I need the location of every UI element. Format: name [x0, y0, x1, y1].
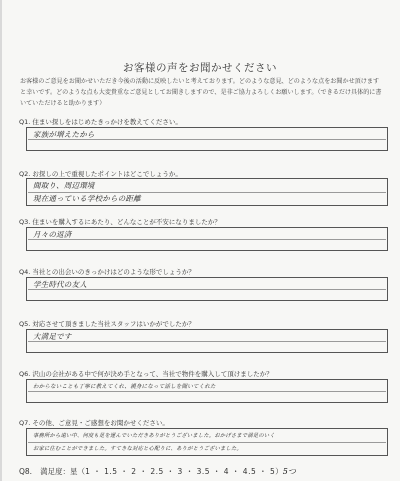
- answer-line: [28, 391, 386, 392]
- question-3-label: Q3. 住まいを購入するにあたり、どんなことが不安になりましたか？: [19, 218, 221, 226]
- satisfaction-rating: [19, 466, 296, 477]
- question-8-label: Q8.: [19, 467, 33, 476]
- question-2-label: Q2. お探しの上で重視したポイントはどこでしょうか。: [19, 170, 182, 178]
- question-7-label: Q7. その他、ご意見・ご感想をお聞かせください。: [19, 419, 169, 427]
- answer-line: [28, 341, 386, 342]
- answer-line: [28, 442, 386, 443]
- question-4-label: Q4. 当社との出会いのきっかけはどのような形でしょうか？: [19, 268, 195, 276]
- answer-line: [28, 239, 386, 240]
- answer-6-text: わからないことも丁寧に教えてくれ、親身になって話しを聞いてくれた: [33, 384, 216, 390]
- answer-box-6[interactable]: [26, 379, 388, 403]
- question-5-label: Q5. 対応させて頂きました当社スタッフはいかがでしたか？: [19, 320, 195, 328]
- answer-2-text-line2: 現在通っている学校からの距離: [33, 194, 141, 203]
- answer-2-text-line1: 間取り、周辺環境: [33, 181, 95, 190]
- page-title: お客様の声をお聞かせください: [123, 62, 277, 74]
- answer-box-4[interactable]: [26, 277, 388, 301]
- intro-text: お客様のご意見をお聞かせいただき今後の活動に反映したいと考えております。どのような意見、どのような点をお聞かせ頂けますと幸いです。どのような点も大変貴重なご意見としてお聞きしますので、是非ご協力よろしくお願いします。（できるだけ具体的に書いていただけると助かります）: [20, 78, 382, 107]
- rating-prefix: 満足度：星（: [40, 467, 86, 476]
- answer-7-text-line1: 事務所から遠い中、何度も足を運んでいただきありがとうございました。おかげさまで満足のいく: [33, 433, 275, 439]
- question-6-label: Q6. 沢山の会社がある中で何が決め手となって、当社で物件を購入して頂けましたか？: [19, 370, 273, 378]
- rating-scale[interactable]: 1 ・ 1.5 ・ 2 ・ 2.5 ・ 3 ・ 3.5 ・ 4 ・ 4.5 ・ 5: [85, 467, 276, 476]
- answer-3-text: 月々の返済: [33, 230, 72, 239]
- rating-suffix: ）: [275, 467, 283, 476]
- answer-4-text: 学生時代の友人: [33, 280, 87, 289]
- answer-7-text-line2: お家に住むことができました。すてきな対応と心配りに、ありがとうございました。: [33, 446, 243, 452]
- answer-1-text: 家族が増えたから: [33, 130, 95, 139]
- answer-5-text: 大満足です: [33, 332, 72, 341]
- answer-box-2[interactable]: [26, 178, 388, 206]
- question-1-label: Q1. 住まい探しをはじめたきっかけを教えてください。: [19, 118, 182, 126]
- answer-box-7[interactable]: [26, 428, 388, 456]
- answer-box-3[interactable]: [26, 227, 388, 251]
- rating-selected: 5つ: [282, 467, 296, 476]
- answer-box-5[interactable]: [26, 329, 388, 353]
- answer-box-1[interactable]: [26, 127, 388, 151]
